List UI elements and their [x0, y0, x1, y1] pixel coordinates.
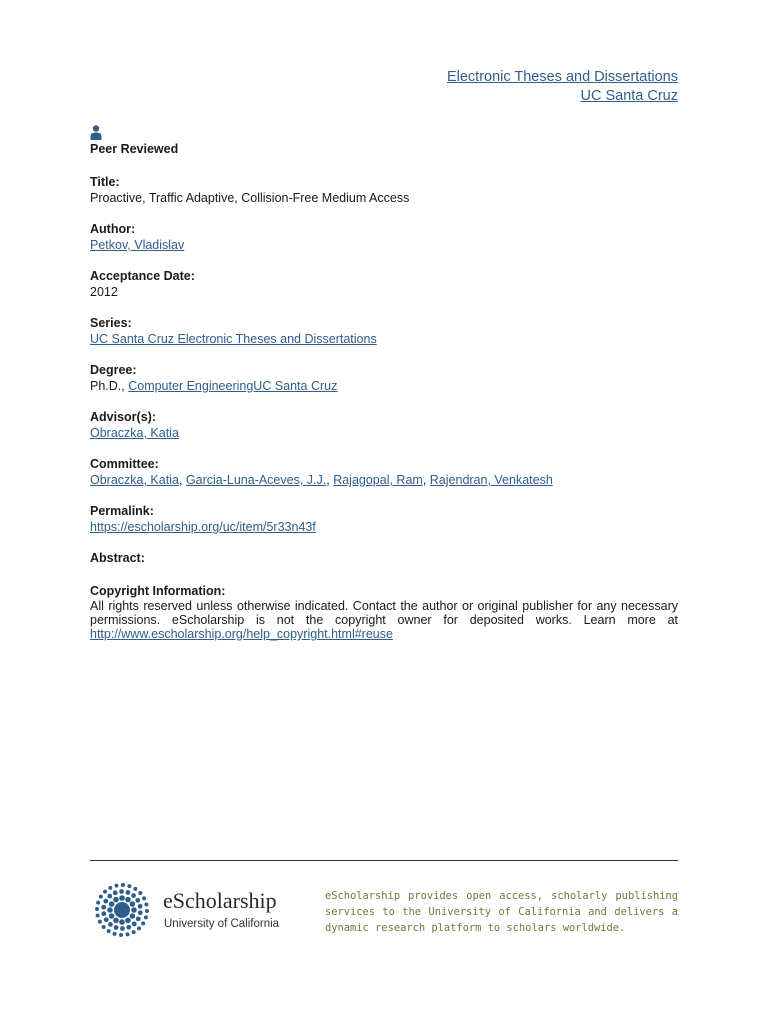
- link-uc-santa-cruz[interactable]: UC Santa Cruz: [580, 88, 678, 104]
- degree-prefix: Ph.D.,: [90, 379, 129, 393]
- copyright-field: [90, 583, 678, 641]
- series-field: [90, 315, 678, 347]
- record-details: [90, 141, 678, 656]
- abstract-label: Abstract:: [90, 551, 145, 565]
- permalink-label: Permalink:: [90, 504, 154, 518]
- committee-field: [90, 456, 678, 488]
- copyright-text: [90, 599, 678, 641]
- author-link[interactable]: Petkov, Vladislav: [90, 238, 185, 252]
- committee-separator: ,: [326, 473, 334, 487]
- link-electronic-theses[interactable]: Electronic Theses and Dissertations: [446, 69, 678, 85]
- abstract-field: [90, 550, 678, 566]
- permalink-field: [90, 503, 678, 535]
- advisors-label: Advisor(s):: [90, 410, 156, 424]
- committee-list: [90, 472, 678, 488]
- copyright-label: Copyright Information:: [90, 584, 226, 598]
- committee-member-link[interactable]: Garcia-Luna-Aceves, J.J.: [185, 473, 327, 487]
- title-field: [90, 174, 678, 206]
- footer-divider: [90, 860, 678, 861]
- advisors-field: [90, 409, 678, 441]
- acceptance-date-field: [90, 268, 678, 300]
- header-links: [447, 68, 678, 106]
- permalink-link[interactable]: https://escholarship.org/uc/item/5r33n43f: [90, 520, 316, 534]
- peer-reviewed-label: Peer Reviewed: [90, 142, 179, 156]
- escholarship-logo-icon: [92, 880, 152, 940]
- footer-description: eScholarship provides open access, scholarly publishing services to the University of California and delivers a dynamic research platform to scholars worldwide.: [325, 890, 678, 934]
- committee-separator: ,: [422, 473, 430, 487]
- degree-link[interactable]: Computer EngineeringUC Santa Cruz: [128, 379, 338, 393]
- title-label: Title:: [90, 175, 120, 189]
- committee-member-link[interactable]: Obraczka, Katia: [90, 473, 179, 487]
- degree-field: [90, 362, 678, 394]
- committee-member-link[interactable]: Rajagopal, Ram: [333, 473, 423, 487]
- acceptance-date-label: Acceptance Date:: [90, 269, 195, 283]
- author-label: Author:: [90, 222, 136, 236]
- copyright-link[interactable]: http://www.escholarship.org/help_copyright.html#reuse: [90, 627, 393, 641]
- escholarship-logo-subtitle: University of California: [164, 918, 280, 930]
- title-value: Proactive, Traffic Adaptive, Collision-Free Medium Access: [90, 191, 410, 205]
- person-icon: [90, 125, 102, 140]
- copyright-body: All rights reserved unless otherwise indicated. Contact the author or original publisher for any necessary permissions. eScholarship is not the copyright owner for deposited works. Learn more at: [90, 599, 678, 627]
- series-label: Series:: [90, 316, 132, 330]
- author-field: [90, 221, 678, 253]
- series-link[interactable]: UC Santa Cruz Electronic Theses and Dissertations: [90, 332, 377, 346]
- advisor-link[interactable]: Obraczka, Katia: [90, 426, 179, 440]
- committee-label: Committee:: [90, 457, 159, 471]
- escholarship-logo-name: eScholarship: [163, 888, 277, 913]
- committee-separator: ,: [178, 473, 186, 487]
- acceptance-date-value: 2012: [90, 285, 118, 299]
- committee-member-link[interactable]: Rajendran, Venkatesh: [429, 473, 553, 487]
- degree-label: Degree:: [90, 363, 137, 377]
